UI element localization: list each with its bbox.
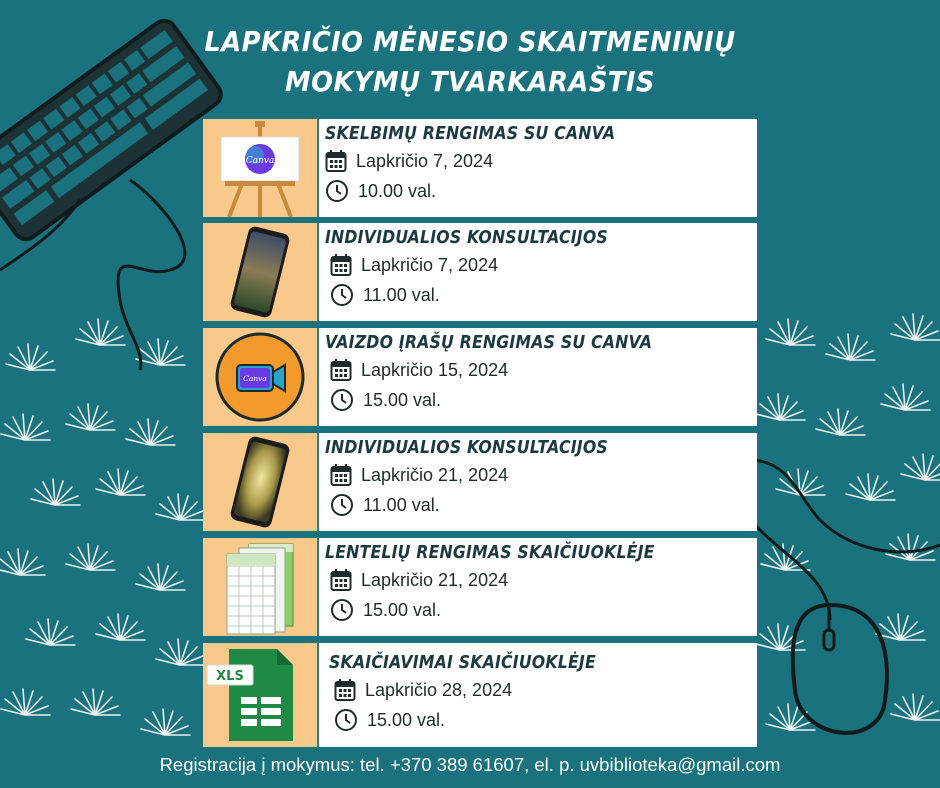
event-date: [325, 250, 751, 280]
calendar-icon: [325, 149, 347, 173]
clock-icon: [330, 493, 354, 517]
event-date: [325, 355, 751, 385]
title-line-1: LAPKRIČIO MĖNESIO SKAITMENINIŲ: [204, 25, 736, 58]
calendar-icon: [334, 678, 356, 702]
event-date: [325, 146, 751, 176]
event-date-text: Lapkričio 21, 2024: [361, 569, 509, 590]
title-line-2: MOKYMŲ TVARKARAŠTIS: [285, 65, 655, 98]
event-date-text: Lapkričio 7, 2024: [356, 150, 494, 171]
calendar-icon: [330, 463, 352, 487]
event-time-text: 10.00 val.: [358, 180, 437, 201]
calendar-icon: [330, 358, 352, 382]
event-title: INDIVIDUALIOS KONSULTACIJOS: [325, 228, 608, 248]
schedule-row: [203, 328, 757, 426]
smartphone-icon: [203, 223, 317, 321]
event-time-text: 11.00 val.: [363, 284, 440, 305]
event-date: [325, 460, 751, 490]
xls-label: XLS: [216, 669, 244, 684]
xls-file-icon: [203, 643, 317, 747]
event-time: [325, 280, 751, 310]
registration-footer: Registracija į mokymus: tel. +370 389 61607, el. p. uvbiblioteka@gmail.com: [159, 754, 781, 775]
event-time: [325, 490, 751, 520]
canva-video-icon: [203, 328, 317, 426]
event-date-text: Lapkričio 21, 2024: [361, 464, 509, 485]
clock-icon: [325, 179, 349, 203]
clock-icon: [330, 598, 354, 622]
canva-easel-icon: [203, 119, 317, 217]
event-date-text: Lapkričio 7, 2024: [361, 254, 499, 275]
canva-logo-text: Canva: [243, 374, 267, 383]
event-time: [329, 705, 751, 735]
event-title: LENTELIŲ RENGIMAS SKAIČIUOKLĖJE: [325, 543, 655, 563]
event-time: [325, 176, 751, 206]
schedule-row: [203, 643, 757, 747]
event-time-text: 11.00 val.: [363, 494, 440, 515]
calendar-icon: [330, 253, 352, 277]
keyboard-cable: [118, 180, 185, 370]
canva-logo-text: Canva: [245, 156, 275, 166]
event-title: SKELBIMŲ RENGIMAS SU CANVA: [325, 124, 616, 144]
clock-icon: [330, 388, 354, 412]
schedule-row: [203, 538, 757, 636]
schedule-row: [203, 119, 757, 217]
event-time-text: 15.00 val.: [363, 389, 442, 410]
event-time: [325, 385, 751, 415]
event-date: [329, 675, 751, 705]
event-time: [325, 595, 751, 625]
event-date-text: Lapkričio 28, 2024: [365, 679, 513, 700]
calendar-icon: [330, 568, 352, 592]
event-date-text: Lapkričio 15, 2024: [361, 359, 509, 380]
event-time-text: 15.00 val.: [367, 709, 446, 730]
event-title: INDIVIDUALIOS KONSULTACIJOS: [325, 438, 608, 458]
clock-icon: [330, 283, 354, 307]
event-date: [325, 565, 751, 595]
smartphone-icon: [203, 433, 317, 531]
clock-icon: [334, 708, 358, 732]
event-title: VAIZDO ĮRAŠŲ RENGIMAS SU CANVA: [325, 333, 653, 353]
schedule-row: [203, 223, 757, 321]
fan-pattern-right: [756, 314, 940, 730]
fan-pattern-left: [0, 319, 205, 735]
event-time-text: 15.00 val.: [363, 599, 442, 620]
mouse-icon: [793, 605, 887, 733]
event-title: SKAIČIAVIMAI SKAIČIUOKLĖJE: [329, 653, 596, 673]
schedule-row: [203, 433, 757, 531]
spreadsheet-icon: [203, 538, 317, 636]
page-title: [38, 22, 903, 102]
